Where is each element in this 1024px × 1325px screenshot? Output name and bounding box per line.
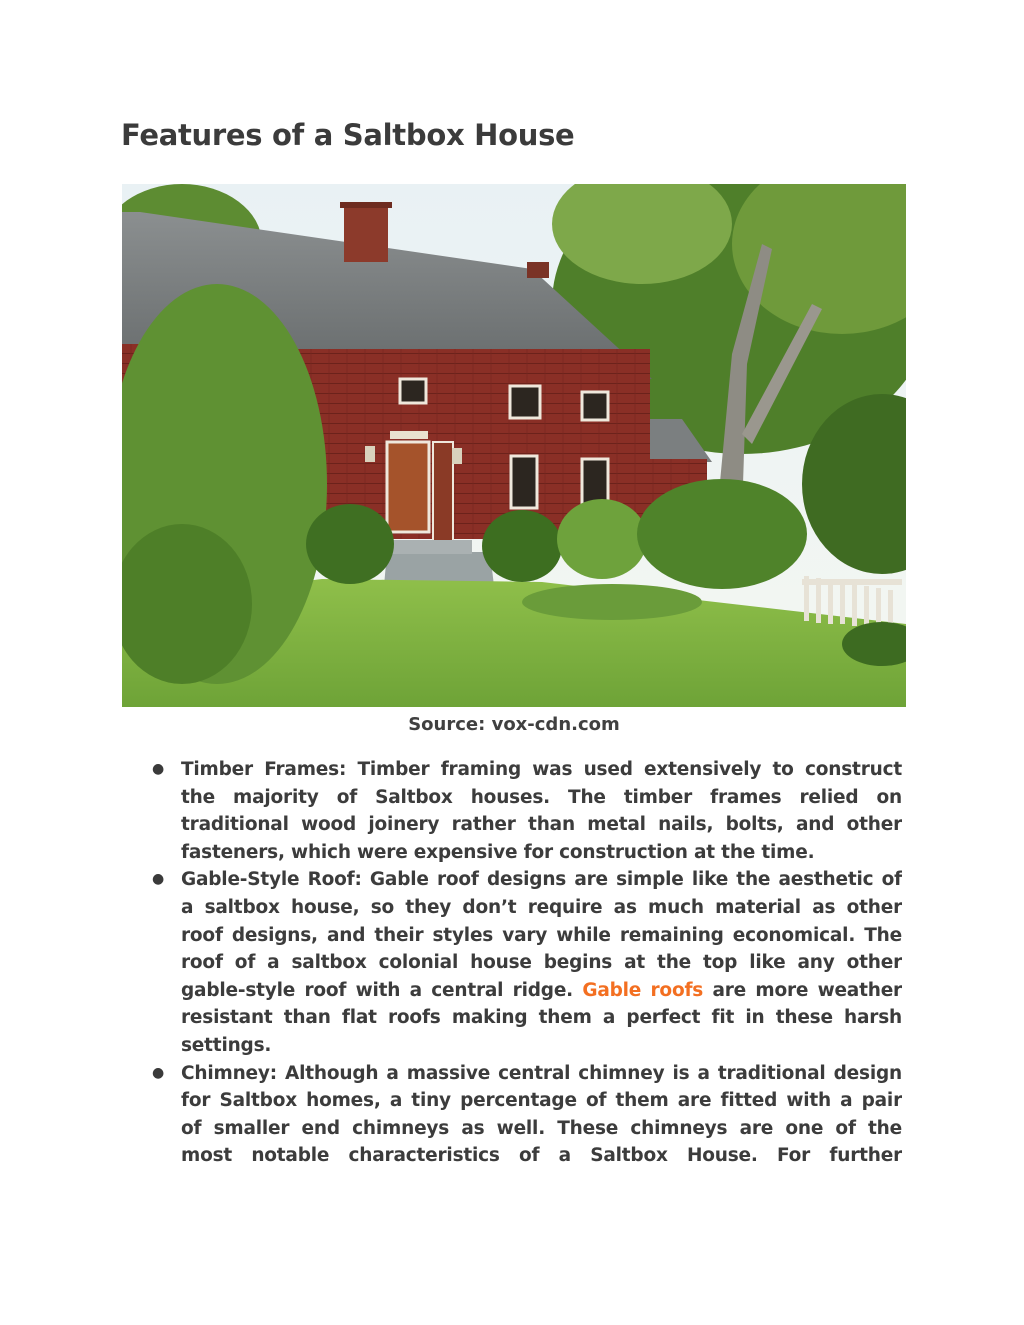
feature-item-chimney — [0, 1060, 1024, 1170]
feature-item-gable-roof — [0, 866, 1024, 1059]
feature-text-line: a saltbox house, so they don’t require as much material as other — [181, 896, 902, 918]
bullet-icon: ● — [152, 1064, 165, 1081]
feature-text-line: Chimney: Although a massive central chimney is a traditional design — [181, 1062, 902, 1084]
image-caption: Source: vox-cdn.com — [408, 714, 620, 735]
feature-text-line: of smaller end chimneys as well. These chimneys are one of the — [181, 1117, 902, 1139]
feature-text-line: the majority of Saltbox houses. The timber frames relied on — [181, 786, 902, 808]
feature-text-line: for Saltbox homes, a tiny percentage of them are fitted with a pair — [181, 1090, 902, 1112]
feature-text-line: settings. — [181, 1034, 272, 1056]
feature-text-line: Timber Frames: Timber framing was used extensively to construct — [181, 759, 902, 780]
feature-text-line: roof designs, and their styles vary while remaining economical. The — [181, 924, 902, 946]
link-line-before: gable-style roof with a central ridge. — [181, 979, 573, 1001]
feature-text-line: fasteners, which were expensive for construction at the time. — [181, 841, 815, 863]
feature-text-line: traditional wood joinery rather than metal nails, bolts, and other — [181, 814, 902, 836]
feature-item-timber-frames — [0, 756, 1024, 866]
feature-text-line: resistant than flat roofs making them a perfect fit in these harsh — [181, 1007, 902, 1029]
feature-text-line-with-link — [181, 977, 902, 1005]
link-line-after: are more weather — [712, 979, 902, 1001]
features-list — [0, 756, 1024, 1170]
bullet-icon: ● — [152, 871, 165, 888]
gable-roofs-link[interactable]: Gable roofs — [582, 979, 704, 1001]
feature-text-line: most notable characteristics of a Saltbox House. For further — [181, 1145, 902, 1167]
feature-text-line: Gable-Style Roof: Gable roof designs are simple like the aesthetic of — [181, 869, 902, 891]
bullet-icon: ● — [152, 761, 165, 777]
saltbox-house-photo — [122, 184, 906, 707]
page-title: Features of a Saltbox House — [121, 118, 575, 152]
feature-text-line: roof of a saltbox colonial house begins at the top like any other — [181, 952, 902, 974]
